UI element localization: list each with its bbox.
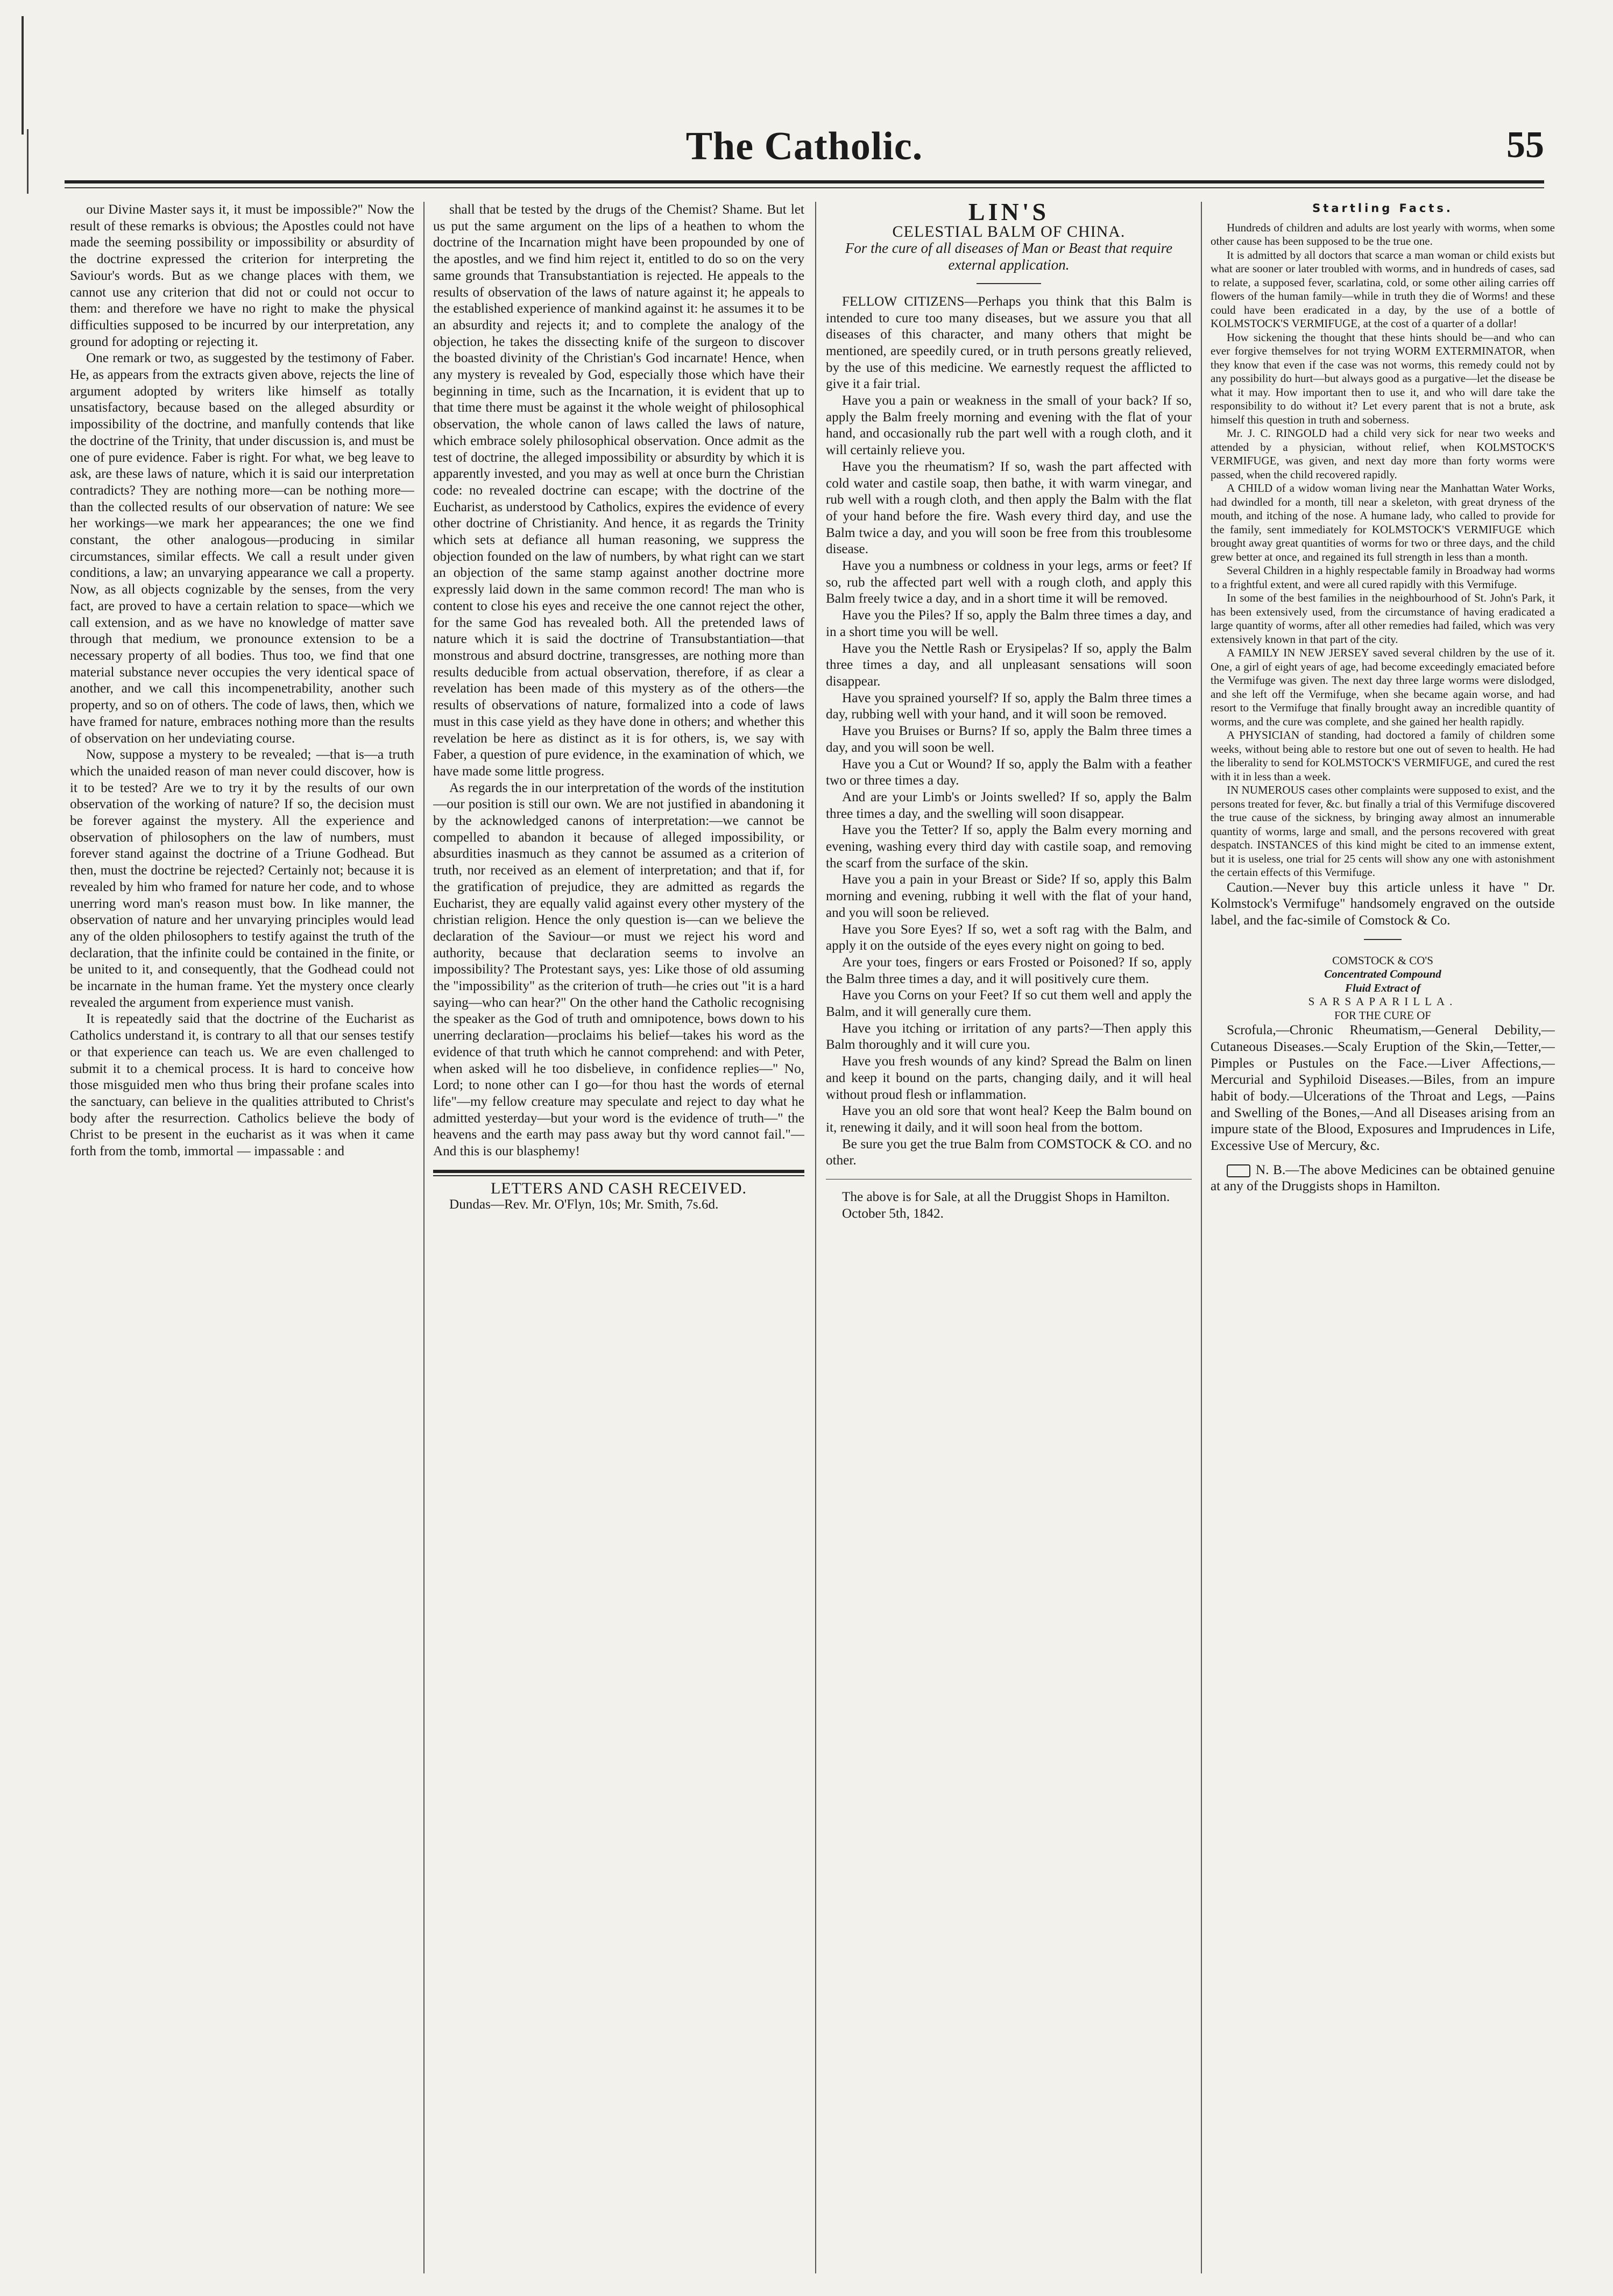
- sarsaparilla-line: FOR THE CURE OF: [1334, 1008, 1431, 1022]
- masthead: [65, 118, 1544, 183]
- paragraph: As regards the in our interpretation of the words of the institution—our position is still our own. We are not justified in abandoning it by the acknowledged canons of interpretation:—we cannot be compelled to abandon it because of alleged impossibility, or absurdities inasmuch as they cannot be assumed as a criterion of truth, nor received as an element of interpretation; and that if, for the gratification of prejudice, they are admitted as regards the Eucharist, they are equally valid against every other mystery of the christian religion. Hence the only question is—can we believe the declaration of the Saviour—or must we reject his word and authority, because that declaration seems to involve an impossibility? The Protestant says, yes: Like those of old assuming the "impossibility" as the criterion of truth—he cries out "it is a hard saying—who can hear?" On the other hand the Catholic recognising the speaker as the God of truth and omnipotence, bows down to his unerring declaration—proclaims his belief—takes his word as the evidence of that truth which he cannot comprehend: and with Peter, when asked will he too disbelieve, in confidence replies—" No, Lord; to none other can I go—for thou hast the words of eternal life"—my fellow creature may speculate and reject to day what he admitted yesterday—but your word is the evidence of truth—" the heavens and the earth may pass away but thy word cannot fail."—And this is our blasphemy!: [433, 780, 804, 1159]
- paragraph: Several Children in a highly respectable family in Broadway had worms to a frightful extent, and were all cured rapidly with this Vermifuge.: [1211, 564, 1555, 591]
- sarsaparilla-line: Concentrated Compound: [1324, 967, 1441, 981]
- paragraph: It is repeatedly said that the doctrine of the Eucharist as Catholics understand it, is contrary to all that our senses testify or that experience can teach us. We are even challenged to submit it to a chemical process. It is hard to conceive how those misguided men who thus bring their profane scales into the sanctuary, can believe in the qualities attributed to Christ's body after the resurrection. Catholics believe the body of Christ to be present in the eucharist as it was when it came forth from the tomb, immortal — impassable : and: [70, 1012, 414, 1159]
- vermifuge-advert: [1211, 202, 1555, 2273]
- paragraph: shall that be tested by the drugs of the Chemist? Shame. But let us put the same argument on the lips of a heathen to whom the doctrine of the Incarnation might have been propounded by one of the apostles, and we find him reject it, entitled to do so on the very same grounds that Transubstantiation is rejected. He appeals to the results of observation of the laws of nature against it; he appeals to the established experience of mankind against it: he assumes it to be an absurdity and rejects it; and to complete the analogy of the objection, he takes the dissecting knife of the surgeon to discover the boasted divinity of the Christian's God incarnate! Hence, when any mystery is revealed by God, especially those which have their beginning in time, such as the Incarnation, it is evident that up to that time there must be against it the whole weight of philosophical observation, the whole canon of laws called the laws of nature, which embrace solely philosophical observation. Once admit as the test of doctrine, the alleged impossibility or absurdity by which it is apparently invested, and you may as well at once burn the Christian code: no revealed doctrine can escape; with the doctrine of the Eucharist, as understood by Catholics, expires the evidence of every other doctrine of Christianity. And hence, it as regards the Trinity which sets at defiance all human reasoning, we suppress the objection founded on the law of numbers, by what right can we start an objection of the same stamp against another doctrine more expressly laid down in the same common record! The man who is content to close his eyes and receive the one cannot reject the other, for the same God has revealed both. All the pretended laws of nature which it is said the doctrine of Transubstantiation—that monstrous and absurd doctrine, transgresses, are nothing more than results deducible from actual observation, therefore, if as clear a revelation has been made of this mystery as of the others—the results of observations of nature, formalized into a code of laws must in this case yield as they have done in others; and whether this revelation be here as distinct as it is for others, is, we say with Faber, a question of pure evidence, in the examination of which, we have made some little progress.: [433, 202, 804, 779]
- paragraph: Are your toes, fingers or ears Frosted or Poisoned? If so, apply the Balm three times a day, and it will positively cure them.: [826, 955, 1192, 986]
- header-rule: [65, 180, 1544, 183]
- pointing-hand-icon: [1227, 1164, 1250, 1177]
- paragraph: Have you Corns on your Feet? If so cut them well and apply the Balm, and it will generally cure them.: [826, 988, 1192, 1020]
- letters-heading: LETTERS AND CASH RECEIVED.: [491, 1179, 747, 1197]
- paragraph: FELLOW CITIZENS—Perhaps you think that this Balm is intended to cure too many diseases, but we assure you that all diseases of this character, and many others that might be mentioned, are speedily cured, or in truth persons greatly relieved, by the use of this medicine. We earnestly request the afflicted to give it a fair trial.: [826, 294, 1192, 392]
- page-title: The Catholic.: [685, 124, 923, 168]
- paragraph: Have you Bruises or Burns? If so, apply the Balm three times a day, and you will soon be well.: [826, 724, 1192, 755]
- advert-title: Startling Facts.: [1312, 202, 1453, 215]
- page-number: 55: [1506, 124, 1544, 166]
- paragraph: One remark or two, as suggested by the testimony of Faber. He, as appears from the extracts given above, rejects the line of argument adopted by writers like himself as totally unsatisfactory, because based on the alleged absurdity or impossibility of the doctrine, and manfully contends that like the doctrine of the Trinity, that under discussion is, and must be one of pure evidence. Faber is right. For what, we beg leave to ask, are these laws of nature, which it is said our interpretation contradicts? They are nothing more—can be nothing more—than the collected results of our observation of nature: We see her workings—we mark her appearances; the one we find constant, the other analogous—producing in similar circumstances, similar effects. We call a result under given conditions, a law; an unvarying appearance we call a property. Now, as all objects cognizable by the senses, from the very fact, are proved to have a certain relation to space—which we call extension, and as we have no knowledge of matter save through that medium, we pronounce extension to be a necessary property of all bodies. Thus too, we find that one material substance never occupies the very identical space of another, and we call this incompenetrability, another such property, and so on of others. The code of laws, then, which we have framed for nature, embraces nothing more than the results of observation on her undeviating course.: [70, 351, 414, 746]
- advert-date: October 5th, 1842.: [842, 1206, 944, 1221]
- paragraph: Have you a Cut or Wound? If so, apply the Balm with a feather two or three times a day.: [826, 757, 1192, 788]
- sarsaparilla-body: Scrofula,—Chronic Rheumatism,—General Debility,—Cutaneous Diseases.—Scaly Eruption of the Skin,—Tetter,—Pimples or Pustules on the Face.—Liver Affections,—Mercurial and Syphiloid Diseases.—Biles, from an impure habit of body.—Ulcerations of the Throat and Legs, —Pains and Swelling of the Bones,—And all Diseases arising from an impure state of the Blood, Exposures and Imprudences in Life, Excessive Use of Mercury, &c.: [1211, 1023, 1555, 1154]
- paragraph: Have you an old sore that wont heal? Keep the Balm bound on it, renewing it daily, and it will soon heal from the bottom.: [826, 1104, 1192, 1135]
- divider: [1364, 939, 1402, 940]
- section-rule: [433, 1175, 804, 1176]
- paragraph: Have you Sore Eyes? If so, wet a soft rag with the Balm, and apply it on the outside of the eyes every night on going to bed.: [826, 922, 1192, 953]
- paragraph: IN NUMEROUS cases other complaints were supposed to exist, and the persons treated for fever, &c. but finally a trial of this Vermifuge discovered the true cause of the sickness, by bringing away almost an innumerable quantity of worms, large and small, and the persons recovered with great despatch. INSTANCES of this kind might be cited to an immense extent, but it is useless, one trial for 25 cents will show any one with astonishment the certain effects of this Vermifuge.: [1211, 783, 1555, 879]
- caution-note: Caution.—Never buy this article unless it have " Dr. Kolmstock's Vermifuge" handsomely engraved on the outside label, and the fac-simile of Comstock & Co.: [1211, 880, 1555, 928]
- column-divider: [1201, 202, 1202, 2273]
- sale-note: The above is for Sale, at all the Druggist Shops in Hamilton.: [842, 1190, 1170, 1205]
- paragraph: A CHILD of a widow woman living near the Manhattan Water Works, had dwindled for a month, till near a skeleton, with great dryness of the mouth, and itching of the nose. A humane lady, who called to provide for the family, sent immediately for KOLMSTOCK'S VERMIFUGE which brought away great quantities of worms for two or three days, and the child grew better at once, and regained its full strength in less than a month.: [1211, 482, 1555, 563]
- paragraph: Have you itching or irritation of any parts?—Then apply this Balm thoroughly and it will cure you.: [826, 1021, 1192, 1052]
- column-divider: [423, 202, 425, 2273]
- paragraph: Have you fresh wounds of any kind? Spread the Balm on linen and keep it bound on the parts, changing daily, and it will heal without proud flesh or inflammation.: [826, 1054, 1192, 1102]
- paragraph: Have you a pain in your Breast or Side? If so, apply this Balm morning and evening, rubbing it well with the flat of your hand, and you will soon be relieved.: [826, 872, 1192, 920]
- paragraph: It is admitted by all doctors that scarce a man woman or child exists but what are sooner or later troubled with worms, and in hundreds of cases, sad to relate, a supposed fever, scarlatina, cold, or some other ailing carries off flowers of the human family—while in truth they die of Worms! and these could have been eradicated in a day, by the use of a bottle of KOLMSTOCK'S VERMIFUGE, at the cost of a quarter of a dollar!: [1211, 248, 1555, 330]
- paragraph: Mr. J. C. RINGOLD had a child very sick for near two weeks and attended by a physician, without relief, when KOLMSTOCK'S VERMIFUGE, was given, and next day more than forty worms were passed, when the child recovered rapidly.: [1211, 427, 1555, 481]
- paragraph: our Divine Master says it, it must be impossible?" Now the result of these remarks is obvious; the Apostles could not have made the seeming possibility or impossibility or absurdity of the doctrine expressed the criterion for interpreting the Saviour's words. But as we change places with them, we cannot use any criterion that did not or could not occur to them: and therefore we have no right to make the physical difficulties supposed to be incurred by our interpretation, any ground for adopting or rejecting it.: [70, 202, 414, 349]
- section-rule: [433, 1170, 804, 1173]
- sarsaparilla-title: COMSTOCK & CO'S: [1332, 953, 1433, 967]
- advert-title: LIN'S: [968, 202, 1050, 225]
- paragraph: Be sure you get the true Balm from COMSTOCK & CO. and no other.: [826, 1136, 1192, 1168]
- paragraph: Have you a pain or weakness in the small of your back? If so, apply the Balm freely morning and evening with the flat of your hand, and occasionally rub the part well with a rough cloth, and it will certainly relieve you.: [826, 393, 1192, 458]
- sarsaparilla-line: Fluid Extract of: [1345, 981, 1421, 994]
- divider: [977, 283, 1041, 284]
- paragraph: Have you the rheumatism? If so, wash the part affected with cold water and castile soap, then bathe, it with warm vinegar, and rub well with a rough cloth, and then apply the Balm with the flat of your hand before the fire. Wash every third day, and use the Balm twice a day, and you will soon be free from this troublesome disease.: [826, 459, 1192, 557]
- paragraph: How sickening the thought that these hints should be—and who can ever forgive themselves for not trying WORM EXTERMINATOR, when they know that even if the case was not worms, this remedy could not by any possibility do hurt—but always good as a purgative—let the disease be what it may. How important then to use it, and who will dare take the responsibility to do without it? Let every parent that is not a brute, ask himself this question in truth and soberness.: [1211, 330, 1555, 426]
- paragraph: Have you the Piles? If so, apply the Balm three times a day, and in a short time you will be well.: [826, 608, 1192, 639]
- lins-balm-advert: [826, 202, 1192, 2273]
- paragraph: Have you the Nettle Rash or Erysipelas? If so, apply the Balm three times a day, and all unpleasant sensations will soon disappear.: [826, 641, 1192, 689]
- paragraph: In some of the best families in the neighbourhood of St. John's Park, it has been extensively used, from the circumstance of having eradicated a large quantity of worms, after all other remedies had failed, which was very extensively known in that part of the city.: [1211, 591, 1555, 646]
- margin-mark: [27, 129, 29, 194]
- article-column-1: [70, 202, 414, 2273]
- article-column-2: [433, 202, 804, 2273]
- paragraph: And are your Limb's or Joints swelled? If so, apply the Balm three times a day, and the swelling will soon disappear.: [826, 789, 1192, 821]
- paragraph: A PHYSICIAN of standing, had doctored a family of children some weeks, without being able to restore but one out of seven to health. He had the liberality to send for KOLMSTOCK'S VERMIFUGE, and cured the rest with it in less than a week.: [1211, 729, 1555, 783]
- paragraph: A FAMILY IN NEW JERSEY saved several children by the use of it. One, a girl of eight years of age, had become exceedingly emaciated before the Vermifuge was given. The next day three large worms were dislodged, and she left off the Vermifuge, when she became again worse, and had resort to the Vermifuge that finally brought away an incredible quantity of worms, and the cure was complete, and she gained her health rapidly.: [1211, 646, 1555, 728]
- nb-text: N. B.—The above Medicines can be obtained genuine at any of the Druggists shops in Hamilton.: [1211, 1162, 1555, 1194]
- paragraph: Now, suppose a mystery to be revealed; —that is—a truth which the unaided reason of man never could discover, how is it to be tested? Are we to try it by the results of our own observation of the working of nature? If so, the decision must be forever against the mystery. All the experience and observation of philosophers on the law of numbers, must forever stand against the doctrine of a Triune Godhead. But then, must the doctrine be rejected? Certainly not; because it is revealed by him who framed for nature her code, and to whose unerring word man's reason must bow. In like manner, the observation of nature and her unvarying principles would lead any of the olden philosophers to testify against the truth of the declaration, that the infinite could be contained in the finite, or be united to it, and consequently, that the Godhead could not be incarnate in the human frame. Yet the mystery once clearly revealed the argument from experience must vanish.: [70, 747, 414, 1010]
- nb-note: [1211, 1162, 1555, 1195]
- advert-subtitle: CELESTIAL BALM OF CHINA.: [892, 222, 1126, 241]
- paragraph: Have you the Tetter? If so, apply the Balm every morning and evening, washing every third day with castile soap, and removing the scarf from the surface of the skin.: [826, 823, 1192, 871]
- paragraph: Have you sprained yourself? If so, apply the Balm three times a day, rubbing well with your hand, and it will soon be removed.: [826, 690, 1192, 722]
- paragraph: Have you a numbness or coldness in your legs, arms or feet? If so, rub the affected part well with a rough cloth, and apply this Balm freely twice a day, and in a short time it will be removed.: [826, 559, 1192, 606]
- margin-mark: [22, 16, 24, 135]
- advert-tagline: For the cure of all diseases of Man or Beast that require external application.: [845, 240, 1173, 273]
- paragraph: Hundreds of children and adults are lost yearly with worms, when some other cause has been supposed to be the true one.: [1211, 221, 1555, 248]
- column-divider: [815, 202, 816, 2273]
- header-rule: [65, 187, 1544, 188]
- sarsaparilla-line: SARSAPARILLA.: [1308, 995, 1458, 1008]
- letters-body: Dundas—Rev. Mr. O'Flyn, 10s; Mr. Smith, 7s.6d.: [449, 1197, 719, 1212]
